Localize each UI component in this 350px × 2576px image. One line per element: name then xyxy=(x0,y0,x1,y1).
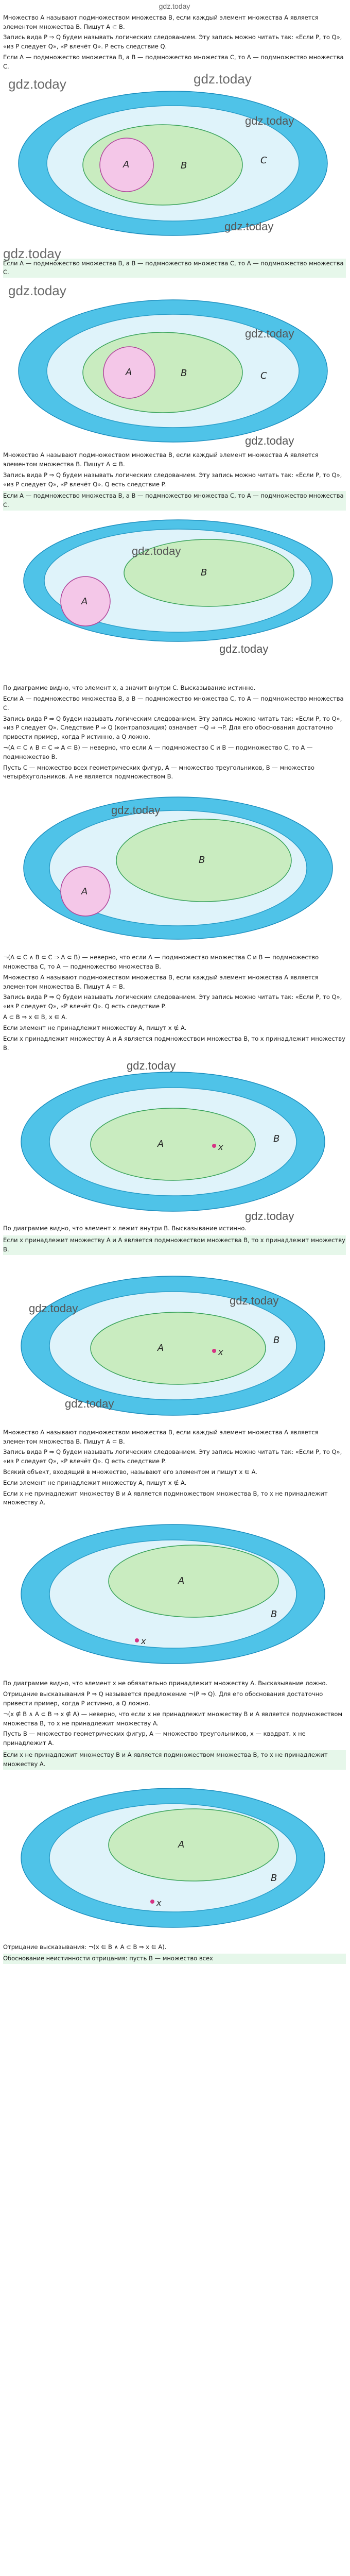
label-a: A xyxy=(178,1839,185,1850)
watermark-top: gdz.today xyxy=(159,2,190,10)
s4-para3: Запись вида P ⇒ Q будем называть логическим следованием. Эту запись можно читать так: «Если P, то Q», «из P следует Q», «P влечёт Q». Q есть следствие P. xyxy=(3,993,342,1010)
label-b: B xyxy=(199,855,205,866)
s2-para1: Множество A называют подмножеством множества B, если каждый элемент множества A является элементом множества B. Пишут A ⊂ B. xyxy=(3,451,319,468)
wm-4: gdz.today xyxy=(224,219,274,233)
s7-highlight: Если x не принадлежит множеству B и A является подмножеством множества B, то x не принадлежит множеству A. xyxy=(3,1750,346,1770)
wm-11: gdz.today xyxy=(111,804,161,817)
wm-13: gdz.today xyxy=(245,1210,294,1223)
label-x: x xyxy=(156,1897,162,1908)
wm-6: gdz.today xyxy=(8,283,66,299)
label-x: x xyxy=(141,1636,146,1647)
s7-para2: Отрицание высказывания P ⇒ Q называется предложение ¬(P ⇒ Q). Для его обоснования достаточно привести пример, когда P истинно, а Q ложно. xyxy=(3,1690,323,1707)
label-a: A xyxy=(123,159,130,170)
s8-diagram xyxy=(3,1773,345,1943)
set-a-ellipse xyxy=(91,1108,255,1180)
wm-12: gdz.today xyxy=(127,1059,176,1073)
s3-para3: Запись вида P ⇒ Q будем называть логическим следованием. Эту запись можно читать так: «Если P, то Q», «из P следует Q». Следствие P ⇒ Q (контрапозиция) означает ¬Q ⇒ ¬P. Для его обоснования достаточно привести пример, когда P истинно, а Q ложно. xyxy=(3,715,342,741)
s8-para1: Отрицание высказывания: ¬(x ∈ B ∧ A ⊂ B ⇒ x ∈ A). xyxy=(3,1943,167,1951)
s1-para3: Если A — подмножество множества B, а B — подмножество множества C, то A — подмножество множества C. xyxy=(3,53,344,70)
label-x: x xyxy=(218,1347,223,1357)
label-a: A xyxy=(81,596,88,607)
s6-para4: Если элемент не принадлежит множеству A, пишут x ∉ A. xyxy=(3,1479,187,1486)
s3-para1: По диаграмме видно, что элемент x, а значит внутри C. Высказывание истинно. xyxy=(3,684,256,692)
s8-para2: Обоснование неистинности отрицания: пусть B — множество всех xyxy=(3,1954,346,1964)
label-x: x xyxy=(218,1142,223,1153)
element-x-point xyxy=(135,1638,139,1642)
label-b: B xyxy=(273,1133,280,1145)
s4-para2: Множество A называют подмножеством множества B, если каждый элемент множества A является элементом множества B. Пишут A ⊂ B. xyxy=(3,973,319,990)
s2-para3: Если A — подмножество множества B, а B — подмножество множества C, то A — подмножество множества C. xyxy=(3,491,346,511)
s2-diagram xyxy=(3,281,345,451)
label-b: B xyxy=(181,368,187,379)
wm-1: gdz.today xyxy=(8,76,66,92)
s6-para1: Множество A называют подмножеством множества B, если каждый элемент множества A является элементом множества B. Пишут A ⊂ B. xyxy=(3,1428,319,1445)
set-a-ellipse xyxy=(109,1809,278,1881)
s6-diagram xyxy=(3,1258,345,1428)
s5-highlight: Если x принадлежит множеству A и A является подмножеством множества B, то x принадлежит множеству B. xyxy=(3,1235,346,1255)
wm-14: gdz.today xyxy=(29,1301,78,1315)
label-c: C xyxy=(260,370,267,382)
wm-8: gdz.today xyxy=(245,434,294,448)
label-a: A xyxy=(157,1342,164,1353)
label-b: B xyxy=(181,160,187,171)
label-b: B xyxy=(273,1334,280,1346)
s2-para2: Запись вида P ⇒ Q будем называть логическим следованием. Эту запись можно читать так: «Если P, то Q», «из P следует Q», «P влечёт Q». Q есть следствие P. xyxy=(3,471,342,488)
s3-diagram xyxy=(3,514,345,684)
s4-diagram xyxy=(3,783,345,953)
element-x-point xyxy=(212,1349,216,1353)
s1-diagram xyxy=(3,73,345,243)
wm-7: gdz.today xyxy=(245,327,294,341)
label-a: A xyxy=(157,1139,164,1150)
s3-para4: ¬(A ⊂ C ∧ B ⊂ C ⇒ A ⊂ B) — неверно, что если A — подмножество C и B — подмножество C, то A — подмножество B. xyxy=(3,743,313,760)
s3-para2: Если A — подмножество множества B, а B — подмножество множества C, то A — подмножество множества C. xyxy=(3,694,344,711)
wm-3: gdz.today xyxy=(245,114,294,127)
s6-para5: Если x не принадлежит множеству B и A является подмножеством множества B, то x не принадлежит множеству A. xyxy=(3,1489,328,1506)
wm-16: gdz.today xyxy=(65,1397,114,1410)
label-c: C xyxy=(260,155,267,166)
set-a-ellipse xyxy=(91,1312,266,1384)
wm-15: gdz.today xyxy=(230,1294,279,1307)
s4-para5: Если элемент не принадлежит множеству A, пишут x ∉ A. xyxy=(3,1024,187,1031)
s6-para2: Запись вида P ⇒ Q будем называть логическим следованием. Эту запись можно читать так: «Если P, то Q», «из P следует Q», «P влечёт Q». Q есть следствие P. xyxy=(3,1448,342,1465)
s7-para4: Пусть B — множество геометрических фигур, A — множество треугольников, x — квадрат. x не принадлежит A. xyxy=(3,1730,306,1747)
label-b: B xyxy=(201,567,207,579)
s4-para6: Если x принадлежит множеству A и A является подмножеством множества B, то x принадлежит множеству B. xyxy=(3,1035,345,1052)
wm-10: gdz.today xyxy=(219,642,269,656)
s2-highlight: Если A — подмножество множества B, а B — подмножество множества C, то A — подмножество множества C. xyxy=(3,259,346,278)
s3-para5: Пусть C — множество всех геометрических фигур, A — множество треугольников, B — множество четырёхугольников. A не является подмножеством B. xyxy=(3,764,314,781)
set-a-ellipse xyxy=(109,1545,278,1617)
wm-9: gdz.today xyxy=(132,545,181,558)
s5-diagram xyxy=(3,1054,345,1224)
s7-diagram xyxy=(3,1509,345,1679)
label-b: B xyxy=(271,1609,277,1620)
s4-para4: A ⊂ B ⇒ x ∈ B, x ∈ A. xyxy=(3,1013,67,1021)
s7-para1: По диаграмме видно, что элемент x не обязательно принадлежит множеству A. Высказывание ложно. xyxy=(3,1680,328,1687)
wm-5: gdz.today xyxy=(3,245,61,261)
s1-para1: Множество A называют подмножеством множества B, если каждый элемент множества A является элементом множества B. Пишут A ⊂ B. xyxy=(3,13,319,30)
s4-para1: ¬(A ⊂ C ∧ B ⊂ C ⇒ A ⊂ B) — неверно, что если A — подмножество множества C и B — подмножество множества C, то A — подмножество множества B. xyxy=(3,954,319,970)
element-x-point xyxy=(212,1144,216,1148)
s1-para2: Запись вида P ⇒ Q будем называть логическим следованием. Эту запись можно читать так: «Если P, то Q», «из P следует Q», «P влечёт Q». P есть следствие Q. xyxy=(3,33,342,50)
s7-para3: ¬(x ∉ B ∧ A ⊂ B ⇒ x ∉ A) — неверно, что если x не принадлежит множеству B и A является подмножеством множества B, то x не принадлежит множеству A. xyxy=(3,1710,343,1727)
element-x-point xyxy=(150,1900,154,1904)
label-a: A xyxy=(178,1575,185,1587)
label-a: A xyxy=(126,367,132,378)
label-b: B xyxy=(271,1872,277,1884)
s5-para1: По диаграмме видно, что элемент x лежит внутри B. Высказывание истинно. xyxy=(3,1225,247,1232)
wm-2: gdz.today xyxy=(194,73,252,87)
s6-para3: Всякий объект, входящий в множество, называют его элементом и пишут x ∈ A. xyxy=(3,1468,257,1476)
label-a: A xyxy=(81,886,88,897)
